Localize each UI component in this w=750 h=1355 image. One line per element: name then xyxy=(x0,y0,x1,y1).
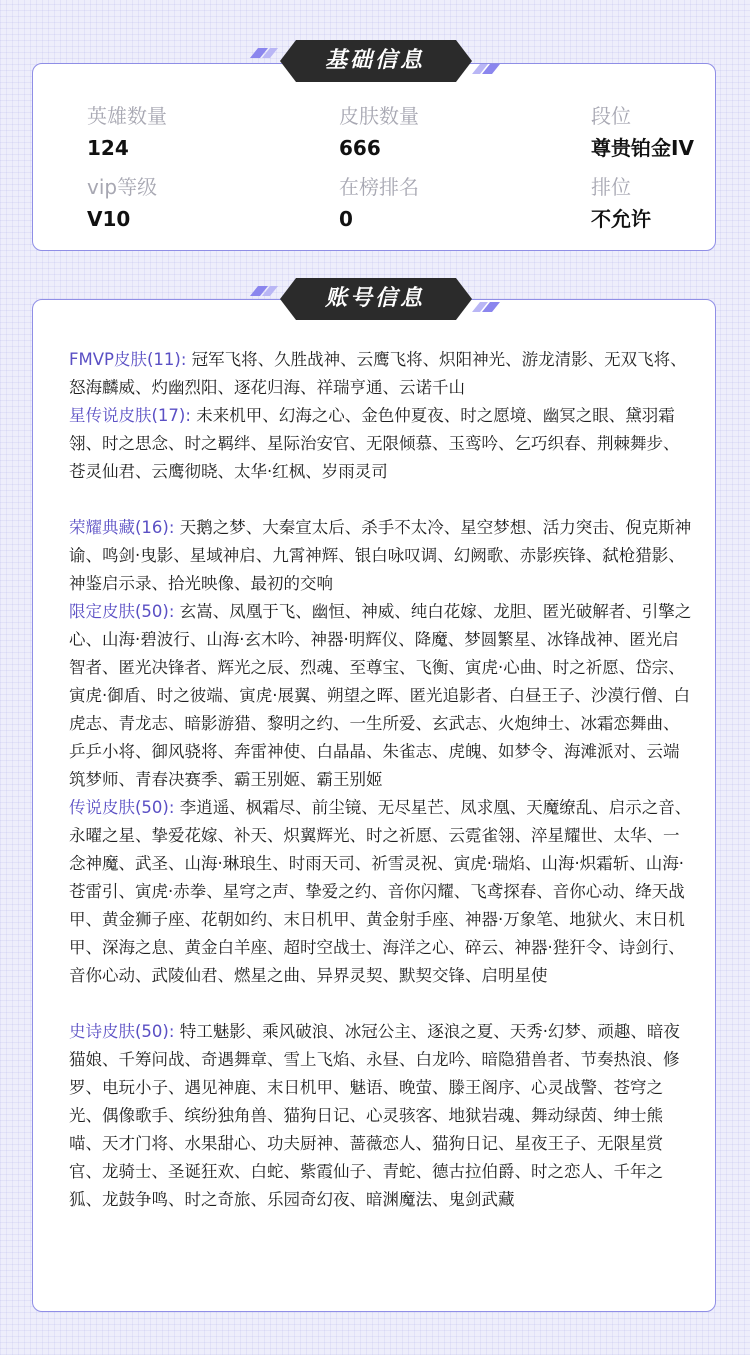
rank-tier-label: 段位 xyxy=(591,104,631,128)
skin-count-field xyxy=(339,102,559,163)
star-legend-skins-section xyxy=(69,402,693,486)
account-info-content xyxy=(69,346,693,1214)
hero-count-label: 英雄数量 xyxy=(87,104,167,128)
rank-tier-value: 尊贵铂金IV xyxy=(591,136,694,160)
skin-count-value: 666 xyxy=(339,136,381,160)
glory-collection-title: 荣耀典藏(16): xyxy=(69,518,175,537)
basic-info-banner xyxy=(250,38,500,84)
hero-count-field xyxy=(87,102,307,163)
star-legend-skins-title: 星传说皮肤(17): xyxy=(69,406,191,425)
leaderboard-rank-value: 0 xyxy=(339,207,353,231)
account-info-card xyxy=(32,299,716,1312)
limited-skins-list: 玄嵩、凤凰于飞、幽恒、神威、纯白花嫁、龙胆、匿光破解者、引擎之心、山海·碧波行、山海·玄木吟、神器·明辉仪、降魔、梦圆繁星、冰锋战神、匿光启智者、匿光决锋者、辉光之辰、烈魂、至尊宝、飞衡、寅虎·心曲、时之祈愿、岱宗、寅虎·御盾、时之彼端、寅虎·展翼、朔望之晖、匿光追影者、白昼王子、沙漠行僧、白虎志、青龙志、暗影游猎、黎明之约、一生所爱、玄武志、火炮绅士、冰霜恋舞曲、乒乒小将、御风骁将、奔雷神使、白晶晶、朱雀志、虎魄、如梦令、海滩派对、云端筑梦师、青春决赛季、霸王别姬、霸王别姬 xyxy=(69,602,692,789)
limited-skins-title: 限定皮肤(50): xyxy=(69,602,175,621)
limited-skins-section xyxy=(69,598,693,794)
account-info-banner xyxy=(250,276,500,322)
hero-count-value: 124 xyxy=(87,136,129,160)
leaderboard-rank-field xyxy=(339,173,559,234)
legend-skins-list: 李逍遥、枫霜尽、前尘镜、无尽星芒、凤求凰、天魔缭乱、启示之音、永曜之星、挚爱花嫁、补天、炽翼辉光、时之祈愿、云霓雀翎、淬星耀世、太华、一念神魔、武圣、山海·琳琅生、时雨天司、祈雪灵祝、寅虎·瑞焰、山海·炽霜斩、山海·苍雷引、寅虎·赤拳、星穹之声、挚爱之约、音你闪耀、飞鸢探春、音你心动、绛天战甲、黄金狮子座、花朝如约、末日机甲、黄金射手座、神器·万象笔、地狱火、末日机甲、深海之息、黄金白羊座、超时空战士、海洋之心、碎云、神器·狴犴令、诗剑行、音你心动、武陵仙君、燃星之曲、异界灵契、默契交锋、启明星使 xyxy=(69,798,692,985)
legend-skins-title: 传说皮肤(50): xyxy=(69,798,175,817)
legend-skins-section xyxy=(69,794,693,990)
glory-collection-list: 天鹅之梦、大秦宣太后、杀手不太冷、星空梦想、活力突击、倪克斯神谕、鸣剑·曳影、星域神启、九霄神辉、银白咏叹调、幻阙歌、赤影疾锋、弑枪猎影、神鉴启示录、拾光映像、最初的交响 xyxy=(69,518,692,593)
epic-skins-section xyxy=(69,1018,693,1214)
basic-info-title: 基础信息 xyxy=(324,48,425,73)
glory-collection-section xyxy=(69,514,693,598)
leaderboard-rank-label: 在榜排名 xyxy=(339,175,419,199)
epic-skins-list: 特工魅影、乘风破浪、冰冠公主、逐浪之夏、天秀·幻梦、顽趣、暗夜猫娘、千筹问战、奇遇舞章、雪上飞焰、永昼、白龙吟、暗隐猎兽者、节奏热浪、修罗、电玩小子、遇见神鹿、末日机甲、魅语、晚萤、滕王阁序、心灵战警、苍穹之光、偶像歌手、缤纷独角兽、猫狗日记、心灵骇客、地狱岩魂、舞动绿茵、绅士熊喵、天才门将、水果甜心、功夫厨神、蔷薇恋人、猫狗日记、星夜王子、无限星赏官、龙骑士、圣诞狂欢、白蛇、紫霞仙子、青蛇、德古拉伯爵、时之恋人、千年之狐、龙鼓争鸣、时之奇旅、乐园奇幻夜、暗渊魔法、鬼剑武藏 xyxy=(69,1022,680,1209)
ranked-value: 不允许 xyxy=(591,207,651,231)
skin-count-label: 皮肤数量 xyxy=(339,104,419,128)
basic-info-card xyxy=(32,63,716,251)
ranked-label: 排位 xyxy=(591,175,631,199)
vip-level-value: V10 xyxy=(87,207,131,231)
fmvp-skins-title: FMVP皮肤(11): xyxy=(69,350,187,369)
ranked-field xyxy=(591,173,750,234)
epic-skins-title: 史诗皮肤(50): xyxy=(69,1022,175,1041)
rank-tier-field xyxy=(591,102,750,163)
vip-level-label: vip等级 xyxy=(87,175,158,199)
account-info-title: 账号信息 xyxy=(324,286,425,311)
star-legend-skins-list: 未来机甲、幻海之心、金色仲夏夜、时之愿境、幽冥之眼、黛羽霜翎、时之思念、时之羁绊、星际治安官、无限倾慕、玉鸾吟、乞巧织春、荆棘舞步、苍灵仙君、云鹰彻晓、太华·红枫、岁雨灵司 xyxy=(69,406,680,481)
fmvp-skins-list: 冠军飞将、久胜战神、云鹰飞将、炽阳神光、游龙清影、无双飞将、怒海麟威、灼幽烈阳、逐花归海、祥瑞亨通、云诺千山 xyxy=(69,350,687,397)
fmvp-skins-section xyxy=(69,346,693,402)
vip-level-field xyxy=(87,173,307,234)
